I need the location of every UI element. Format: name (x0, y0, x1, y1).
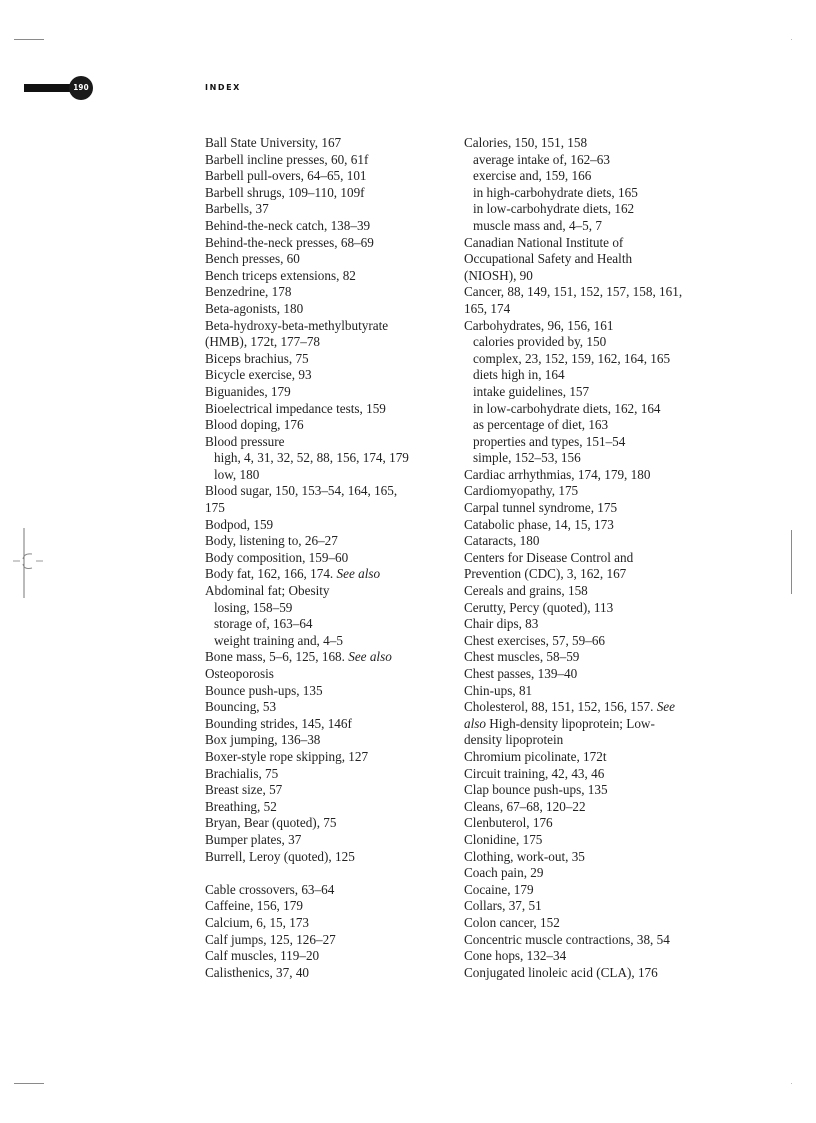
see-also-reference: See also (348, 649, 392, 665)
entry-text: Body, listening to, 26–27 (205, 533, 338, 549)
folio-bar (24, 84, 74, 92)
entry-text: Chest passes, 139–40 (464, 666, 578, 681)
entry-text: Clonidine, 175 (464, 831, 543, 847)
section-spacer (205, 865, 455, 882)
index-entry (205, 649, 455, 682)
entry-text: Barbell shrugs, 109–110, 109f (205, 184, 365, 200)
index-entry (205, 849, 455, 866)
entry-text: low, 180 (214, 466, 260, 482)
entry-text: Bench presses, 60 (205, 251, 300, 267)
index-entry (205, 566, 455, 599)
see-also-reference: also (464, 715, 486, 731)
index-entry (205, 815, 455, 832)
entry-text: Carpal tunnel syndrome, 175 (464, 500, 618, 516)
entry-text: Calf jumps, 125, 126–27 (205, 931, 336, 947)
index-entry (464, 235, 724, 285)
index-entry (205, 782, 455, 799)
entry-text: Cable crossovers, 63–64 (205, 881, 335, 897)
entry-text: Calf muscles, 119–20 (205, 948, 320, 964)
entry-text: Chair dips, 83 (464, 616, 539, 632)
entry-text: Catabolic phase, 14, 15, 173 (464, 516, 614, 532)
index-entry (205, 218, 455, 235)
entry-continuation (464, 715, 724, 733)
index-entry (464, 882, 724, 899)
entry-text: Chest muscles, 58–59 (464, 649, 580, 665)
entry-text: Centers for Disease Control and (464, 549, 634, 565)
crop-mark-right-edge (791, 530, 792, 594)
entry-text: Calories, 150, 151, 158 (464, 135, 588, 150)
entry-text: Concentric muscle contractions, 38, 54 (464, 931, 670, 947)
entry-text: in low-carbohydrate diets, 162, 164 (473, 400, 661, 416)
entry-text: Bouncing, 53 (205, 699, 277, 715)
continuation-text: Abdominal fat; Obesity (205, 583, 330, 599)
entry-text: properties and types, 151–54 (473, 433, 626, 449)
entry-text: Beta-hydroxy-beta-methylbutyrate (205, 317, 389, 333)
entry-text: Brachialis, 75 (205, 765, 279, 781)
entry-text: Chromium picolinate, 172t (464, 748, 607, 764)
index-entry (205, 898, 455, 915)
index-subentry (464, 351, 724, 368)
entry-text: diets high in, 164 (473, 367, 565, 383)
index-entry (205, 135, 455, 152)
entry-text: Behind-the-neck presses, 68–69 (205, 234, 374, 250)
index-subentry (464, 218, 724, 235)
index-entry (464, 898, 724, 915)
index-entry (205, 832, 455, 849)
entry-text: Beta-agonists, 180 (205, 300, 304, 316)
entry-text: Body composition, 159–60 (205, 549, 349, 565)
entry-text: Canadian National Institute of (464, 234, 624, 250)
entry-text: Burrell, Leroy (quoted), 125 (205, 848, 355, 864)
entry-text: storage of, 163–64 (214, 616, 313, 632)
entry-text: Behind-the-neck catch, 138–39 (205, 217, 371, 233)
index-entry (205, 384, 455, 401)
index-entry (205, 434, 455, 451)
index-subentry (205, 467, 455, 484)
entry-text: Clenbuterol, 176 (464, 815, 553, 831)
index-entry (464, 616, 724, 633)
entry-text: Ball State University, 167 (205, 135, 342, 150)
index-entry (464, 649, 724, 666)
index-entry (464, 284, 724, 317)
index-subentry (464, 367, 724, 384)
index-entry (464, 517, 724, 534)
entry-text: losing, 158–59 (214, 599, 293, 615)
index-subentry (464, 450, 724, 467)
index-entry (205, 732, 455, 749)
entry-text: Cocaine, 179 (464, 881, 534, 897)
continuation-text: Occupational Safety and Health (464, 251, 633, 267)
index-entry (205, 948, 455, 965)
entry-text: average intake of, 162–63 (473, 151, 610, 167)
entry-text: intake guidelines, 157 (473, 383, 590, 399)
entry-text: Collars, 37, 51 (464, 898, 542, 914)
entry-continuation (205, 583, 455, 600)
entry-text: Cancer, 88, 149, 151, 152, 157, 158, 161, (464, 284, 683, 300)
index-entry (464, 583, 724, 600)
crop-mark-top-left (14, 39, 44, 40)
index-entry (464, 135, 724, 152)
page-number-badge: 190 (69, 76, 93, 100)
index-entry (205, 517, 455, 534)
continuation-text: Osteoporosis (205, 666, 274, 681)
index-entry (464, 849, 724, 866)
index-subentry (464, 434, 724, 451)
index-entry (205, 201, 455, 218)
running-head: INDEX (205, 83, 241, 92)
index-subentry (464, 334, 724, 351)
index-entry (464, 948, 724, 965)
entry-text: Bumper plates, 37 (205, 831, 302, 847)
entry-text: Bodpod, 159 (205, 516, 274, 532)
index-entry (205, 533, 455, 550)
index-entry (205, 284, 455, 301)
entry-continuation (464, 251, 724, 268)
index-entry (205, 152, 455, 169)
index-entry (464, 699, 724, 749)
entry-continuation (464, 300, 724, 318)
entry-continuation (205, 666, 455, 683)
registration-mark-icon (10, 528, 50, 598)
entry-text: Breast size, 57 (205, 782, 283, 798)
entry-text: in high-carbohydrate diets, 165 (473, 184, 638, 200)
index-subentry (464, 185, 724, 202)
entry-text: Blood doping, 176 (205, 417, 304, 433)
continuation-text: (HMB), 172t, 177–78 (205, 334, 321, 350)
continuation-text: Prevention (CDC), 3, 162, 167 (464, 566, 627, 582)
entry-text: Cereals and grains, 158 (464, 583, 588, 599)
entry-text: Colon cancer, 152 (464, 914, 560, 930)
entry-continuation: (NIOSH), 90 (464, 267, 533, 283)
index-entry (205, 401, 455, 418)
entry-text: Bounding strides, 145, 146f (205, 715, 352, 731)
entry-text: Carbohydrates, 96, 156, 161 (464, 317, 614, 333)
entry-text: complex, 23, 152, 159, 162, 164, 165 (473, 350, 671, 366)
index-entry (205, 301, 455, 318)
entry-text: Circuit training, 42, 43, 46 (464, 765, 605, 781)
index-column-left (205, 135, 455, 981)
crop-mark-bottom-left (14, 1083, 44, 1084)
entry-text: Cataracts, 180 (464, 533, 540, 549)
entry-text: as percentage of diet, 163 (473, 417, 609, 433)
index-subentry (464, 152, 724, 169)
entry-continuation: density lipoprotein (464, 732, 564, 748)
index-entry (205, 185, 455, 202)
index-entry (464, 915, 724, 932)
entry-text: Chest exercises, 57, 59–66 (464, 632, 606, 648)
crop-mark-bottom-right (791, 1083, 792, 1084)
see-also-reference: See also (336, 566, 381, 582)
index-entry (464, 766, 724, 783)
index-subentry (464, 201, 724, 218)
entry-text: Bone mass, 5–6, 125, 168. (205, 649, 349, 665)
index-entry (464, 483, 724, 500)
index-entry (464, 865, 724, 882)
index-entry (205, 251, 455, 268)
entry-text: calories provided by, 150 (473, 334, 607, 350)
index-subentry (205, 450, 455, 467)
index-entry (464, 965, 724, 982)
index-entry (205, 168, 455, 185)
index-subentry (205, 633, 455, 650)
entry-text: simple, 152–53, 156 (473, 450, 581, 466)
index-entry (205, 932, 455, 949)
index-entry (464, 932, 724, 949)
index-entry (205, 550, 455, 567)
entry-text: Bryan, Bear (quoted), 75 (205, 815, 337, 831)
entry-text: Box jumping, 136–38 (205, 732, 321, 748)
entry-text: Coach pain, 29 (464, 865, 544, 881)
continuation-text: High-density lipoprotein; Low- (485, 715, 655, 731)
entry-text: Blood sugar, 150, 153–54, 164, 165, (205, 483, 398, 499)
index-entry (205, 417, 455, 434)
index-entry (464, 832, 724, 849)
index-column-right (464, 135, 724, 981)
entry-text: Cone hops, 132–34 (464, 948, 567, 964)
entry-text: Chin-ups, 81 (464, 682, 533, 698)
entry-text: muscle mass and, 4–5, 7 (473, 217, 602, 233)
entry-text: Blood pressure (205, 433, 285, 449)
index-entry (464, 666, 724, 683)
index-entry (205, 351, 455, 368)
entry-text: Barbells, 37 (205, 201, 269, 217)
index-entry (464, 533, 724, 550)
index-entry (464, 633, 724, 650)
entry-text: Calcium, 6, 15, 173 (205, 914, 310, 930)
index-subentry (464, 417, 724, 434)
index-entry (205, 699, 455, 716)
continuation-text: 165, 174 (464, 300, 511, 316)
entry-text: Bounce push-ups, 135 (205, 682, 323, 698)
crop-mark-top-right (791, 39, 792, 40)
entry-text: in low-carbohydrate diets, 162 (473, 201, 635, 217)
see-also-reference: See (656, 699, 675, 715)
index-entry (464, 683, 724, 700)
entry-text: Clap bounce push-ups, 135 (464, 782, 608, 798)
index-entry (464, 799, 724, 816)
entry-continuation (464, 566, 724, 583)
entry-text: Barbell pull-overs, 64–65, 101 (205, 168, 367, 184)
entry-text: Boxer-style rope skipping, 127 (205, 748, 369, 764)
entry-text: Biceps brachius, 75 (205, 350, 309, 366)
index-entry (205, 318, 455, 351)
index-entry (464, 318, 724, 335)
index-subentry (205, 616, 455, 633)
continuation-text: 175 (205, 500, 225, 516)
entry-text: Cardiomyopathy, 175 (464, 483, 579, 499)
index-entry (464, 749, 724, 766)
entry-text: Benzedrine, 178 (205, 284, 292, 300)
entry-text: exercise and, 159, 166 (473, 168, 592, 184)
index-entry (205, 716, 455, 733)
index-subentry (464, 168, 724, 185)
index-entry (205, 749, 455, 766)
entry-text: Caffeine, 156, 179 (205, 898, 303, 914)
index-entry (205, 882, 455, 899)
index-subentry (464, 401, 724, 418)
entry-text: Cleans, 67–68, 120–22 (464, 798, 586, 814)
index-entry (205, 235, 455, 252)
index-entry (464, 600, 724, 617)
index-entry (205, 683, 455, 700)
entry-text: Body fat, 162, 166, 174. (205, 566, 337, 582)
index-entry (464, 467, 724, 484)
index-entry (464, 500, 724, 517)
index-entry (464, 815, 724, 832)
entry-text: Cardiac arrhythmias, 174, 179, 180 (464, 466, 651, 482)
index-entry (205, 367, 455, 384)
entry-text: Bicycle exercise, 93 (205, 367, 312, 383)
entry-text: Breathing, 52 (205, 798, 277, 814)
entry-continuation (205, 334, 455, 351)
entry-text: high, 4, 31, 32, 52, 88, 156, 174, 179 (214, 450, 409, 466)
entry-text: Conjugated linoleic acid (CLA), 176 (464, 964, 658, 980)
index-subentry (205, 600, 455, 617)
index-entry (205, 268, 455, 285)
index-entry (464, 782, 724, 799)
entry-text: Bench triceps extensions, 82 (205, 267, 356, 283)
entry-continuation (205, 500, 455, 517)
entry-text: Bioelectrical impedance tests, 159 (205, 400, 386, 416)
index-subentry (464, 384, 724, 401)
entry-text: Cholesterol, 88, 151, 152, 156, 157. (464, 699, 657, 715)
index-entry (205, 766, 455, 783)
index-entry (205, 915, 455, 932)
index-entry (205, 483, 455, 516)
index-entry (464, 550, 724, 583)
entry-text: Clothing, work-out, 35 (464, 848, 585, 864)
entry-text: Barbell incline presses, 60, 61f (205, 151, 369, 167)
entry-text: Calisthenics, 37, 40 (205, 964, 310, 980)
index-entry (205, 965, 455, 982)
index-entry (205, 799, 455, 816)
entry-text: Cerutty, Percy (quoted), 113 (464, 599, 614, 615)
entry-text: Biguanides, 179 (205, 383, 291, 399)
entry-text: weight training and, 4–5 (214, 632, 343, 648)
